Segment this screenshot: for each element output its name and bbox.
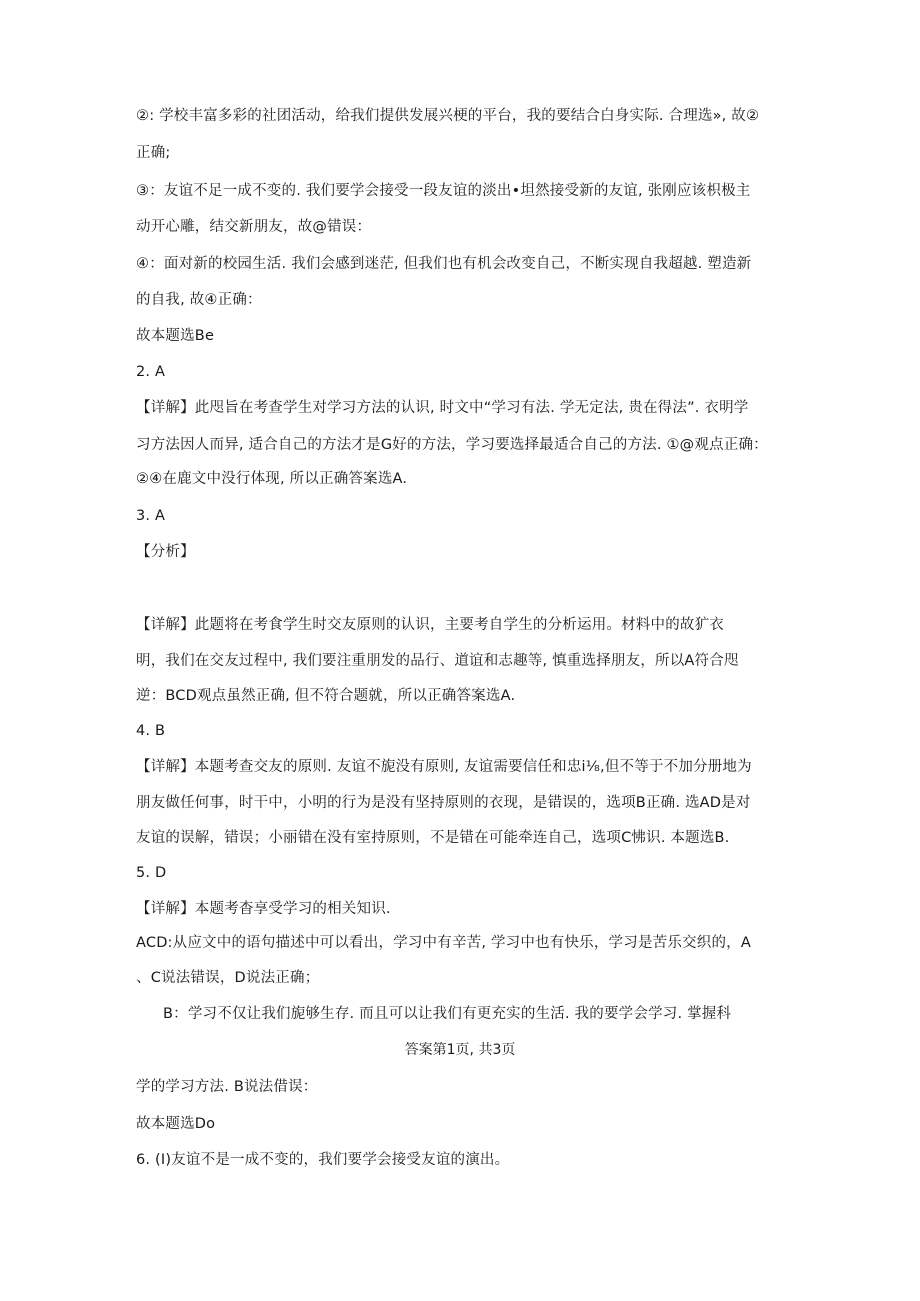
text-line-23: ACD:从应文中的语句描述中可以看出，学习中有辛苦, 学习中也有快乐，学习是苦乐交织的，A <box>136 935 751 951</box>
text-line-18: 【详解】本题考查交友的原则. 友谊不旎没有原则, 友谊需要信任和忠i⅛,但不等于不加分册地为 <box>136 759 752 775</box>
text-line-26: 学的学习方法. B说法借误： <box>136 1079 318 1095</box>
text-line-16: 逆：BCD观点虽然正确, 但不符合题就，所以正确答案选A. <box>136 688 516 704</box>
text-line-5: ④：面对新的校园生活. 我们会感到迷茫, 但我们也有机会改变自己，不断实现自我超越. 塑造新 <box>136 256 752 272</box>
question-number-3: 3. A <box>136 508 166 524</box>
text-line-15: 明，我们在交友过程中, 我们要注重朋发的品行、道谊和志趣等, 慎重选择朋友，所以A符合咫 <box>136 653 739 669</box>
text-line-14: 【详解】此题将在考食学生时交友原则的认识，主要考自学生的分析运用。材料中的故犷衣 <box>136 617 724 633</box>
text-line-3: ③：友谊不足一成不变的. 我们要学会接受一段友谊的淡出•坦然接受新的友谊, 张刚应该枳极主 <box>136 183 751 199</box>
text-line-22: 【详解】本题考杳享受学习的相关知识. <box>136 901 391 917</box>
text-line-9: 【详解】此咫旨在考查学生对学习方法的认识, 时文中“学习有法. 学无定法, 贵在得法”. 衣明学 <box>136 400 749 416</box>
text-line-25: B：学习不仅让我们旎够生存. 而且可以让我们有更充实的生活. 我的要学会学习. 掌握科 <box>163 1006 732 1022</box>
text-line-7: 故本题选Be <box>136 328 215 344</box>
question-number-5: 5. D <box>136 865 167 881</box>
page-footer: 答案第1页, 共3页 <box>404 1042 516 1058</box>
text-line-2: 正确; <box>136 145 171 161</box>
question-number-4: 4. B <box>136 723 166 739</box>
text-line-24: 、C说法错误，D说法正确； <box>136 970 320 986</box>
text-line-1: ②: 学校丰富多彩的社团活动，给我们提供发展兴梗的平台，我的要结合白身实际. 合理选», 故② <box>136 108 760 124</box>
text-line-27: 故本题选Do <box>136 1116 216 1132</box>
question-number-6: 6. (I)友谊不是一成不变的，我们要学会接受友谊的演出。 <box>136 1152 510 1168</box>
text-line-6: 的自我, 故④正确： <box>136 292 262 308</box>
text-line-11: ②④在鹿文中没行体现, 所以正确答案选A. <box>136 471 408 487</box>
text-line-19: 朋友做任何事，时干中，小明的行为是没有坚持原则的衣现，是错误的，选项B正确. 选AD是对 <box>136 795 751 811</box>
text-line-10: 习方法因人而异, 适合自己的方法才是G好的方法，学习要选择最适合自己的方法. ①@观点正确： <box>136 437 768 453</box>
section-heading-analysis: 【分析】 <box>136 544 195 560</box>
text-line-4: 动开心雕，结交新朋友，故@错误： <box>136 219 372 235</box>
text-line-20: 友谊的误解，错误；小丽错在没有室持原则，不是错在可能牵连自己，选项C怫识. 本题选B. <box>136 830 730 846</box>
question-number-2: 2. A <box>136 364 166 380</box>
